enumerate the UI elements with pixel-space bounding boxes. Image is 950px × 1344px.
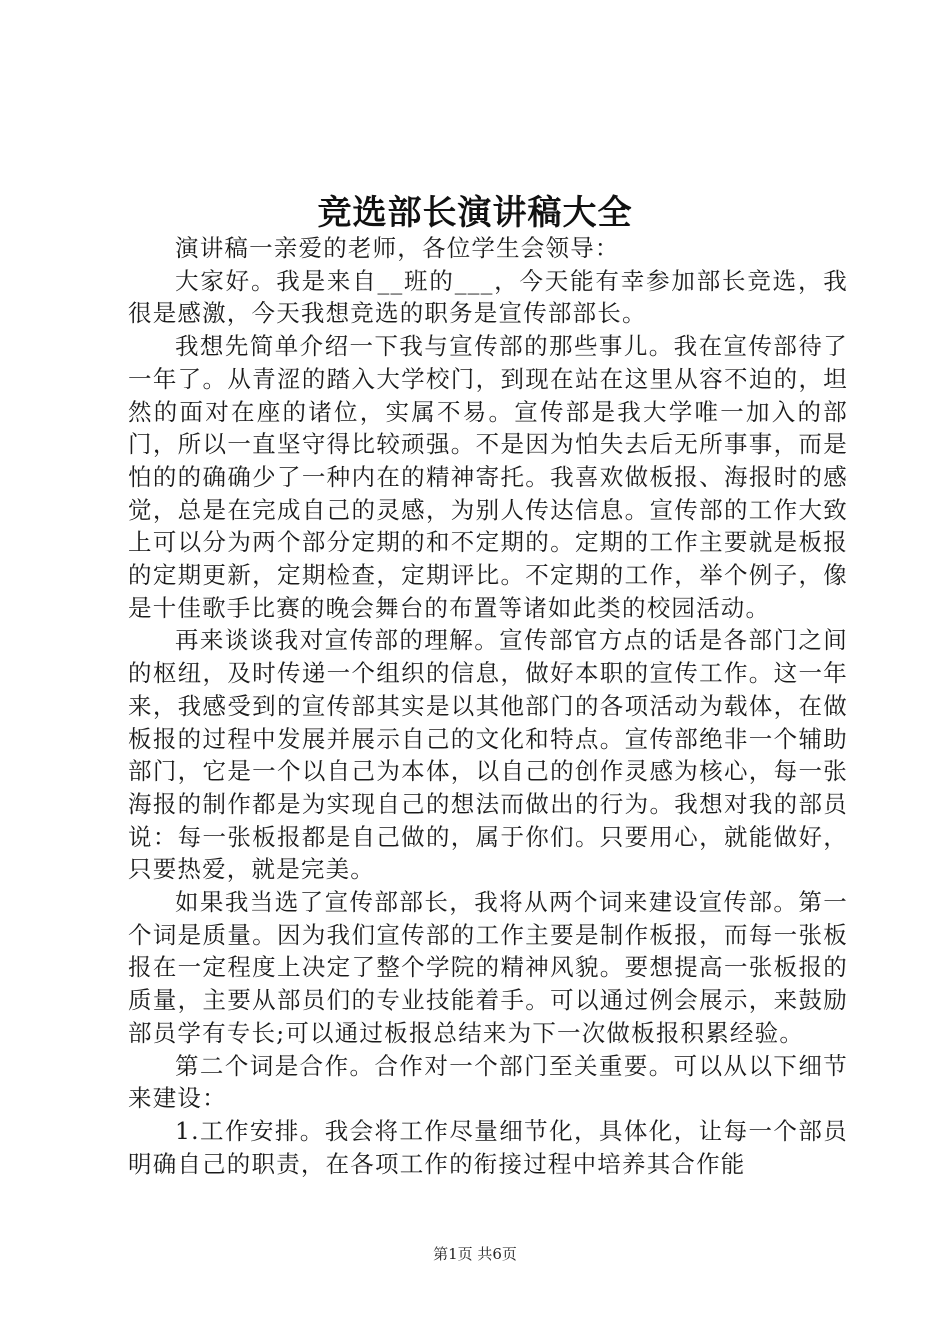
body-paragraph-salutation: 演讲稿一亲爱的老师，各位学生会领导： [175,234,620,262]
body-paragraph: 第二个词是合作。合作对一个部门至关重要。可以从以下细节来建设： [128,1051,848,1113]
body-paragraph: 1.工作安排。我会将工作尽量细节化，具体化，让每一个部员明确自己的职责，在各项工作的衔接过程中培养其合作能 [128,1116,848,1178]
page-number-footer: 第1页 共6页 [433,1245,517,1263]
body-paragraph: 我想先简单介绍一下我与宣传部的那些事儿。我在宣传部待了一年了。从青涩的踏入大学校门，到现在站在这里从容不迫的，坦然的面对在座的诸位，实属不易。宣传部是我大学唯一加入的部门，所以一直坚守得比较顽强。不是因为怕失去后无所事事，而是怕的的确确少了一种内在的精神寄托。我喜欢做板报、海报时的感觉，总是在完成自己的灵感，为别人传达信息。宣传部的工作大致上可以分为两个部分定期的和不定期的。定期的工作主要就是板报的定期更新，定期检查，定期评比。不定期的工作，举个例子，像是十佳歌手比赛的晚会舞台的布置等诸如此类的校园活动。 [128,332,848,622]
body-paragraph: 如果我当选了宣传部部长，我将从两个词来建设宣传部。第一个词是质量。因为我们宣传部的工作主要是制作板报，而每一张板报在一定程度上决定了整个学院的精神风貌。要想提高一张板报的质量，主要从部员们的专业技能着手。可以通过例会展示，来鼓励部员学有专长;可以通过板报总结来为下一次做板报积累经验。 [128,888,848,1047]
document-title: 竞选部长演讲稿大全 [317,193,633,233]
body-paragraph: 再来谈谈我对宣传部的理解。宣传部官方点的话是各部门之间的枢纽，及时传递一个组织的信息，做好本职的宣传工作。这一年来，我感受到的宣传部其实是以其他部门的各项活动为载体，在做板报的过程中发展并展示自己的文化和特点。宣传部绝非一个辅助部门，它是一个以自己为本体，以自己的创作灵感为核心，每一张海报的制作都是为实现自己的想法而做出的行为。我想对我的部员说：每一张板报都是自己做的，属于你们。只要用心，就能做好，只要热爱，就是完美。 [128,626,848,884]
body-paragraph: 大家好。我是来自__班的___，今天能有幸参加部长竞选，我很是感激，今天我想竞选的职务是宣传部部长。 [128,266,848,328]
document-body [128,232,848,1180]
